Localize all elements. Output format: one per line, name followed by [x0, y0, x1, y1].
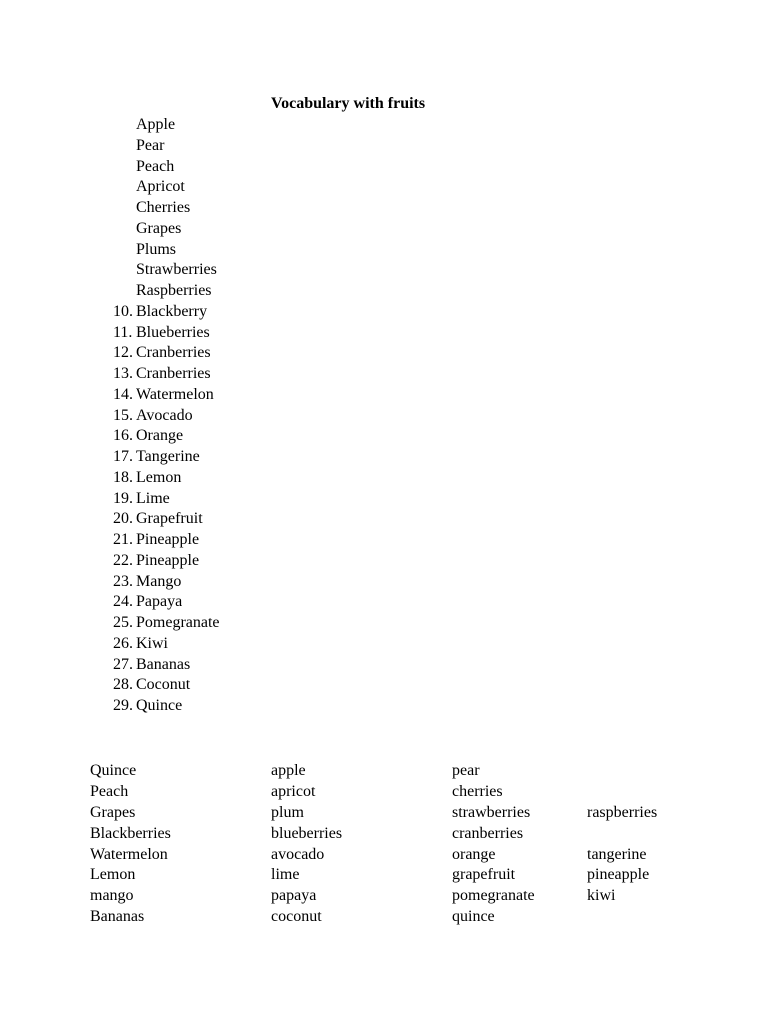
grid-word: Lemon [90, 866, 136, 884]
list-item-word: Blackberry [136, 302, 208, 320]
grid-word: lime [271, 866, 300, 884]
list-item-number: 19. [113, 489, 133, 507]
list-item-number: 22. [113, 551, 133, 569]
list-item-word: Peach [136, 157, 175, 175]
grid-word: apricot [271, 782, 316, 800]
grid-word: tangerine [587, 845, 647, 863]
list-item-word: Bananas [136, 655, 191, 673]
grid-word: pomegranate [452, 887, 535, 905]
grid-word: Blackberries [90, 824, 171, 842]
list-item-word: Raspberries [136, 282, 212, 299]
list-item-word: Plums [136, 240, 177, 258]
list-item-word: Grapes [136, 219, 182, 237]
grid-word: Watermelon [90, 845, 168, 863]
list-item-number: 17. [113, 448, 133, 465]
list-item-word: Apple [136, 116, 176, 133]
list-item-word: Lime [136, 489, 170, 507]
vocabulary-word-grid [0, 761, 768, 928]
list-item-number: 26. [113, 634, 133, 652]
grid-row [0, 824, 768, 845]
list-item-number: 21. [113, 531, 133, 548]
list-item-number: 10. [113, 302, 133, 320]
list-item-word: Cranberries [136, 365, 211, 382]
list-item-word: Cherries [136, 199, 191, 216]
grid-word: raspberries [587, 803, 658, 821]
grid-row [0, 886, 768, 907]
grid-row [0, 845, 768, 866]
grid-row [0, 782, 768, 803]
list-item-number: 24. [113, 593, 133, 611]
list-item-number: 14. [113, 385, 133, 403]
list-item-number: 25. [113, 614, 133, 631]
grid-word: Peach [90, 782, 129, 800]
grid-word: apple [271, 762, 306, 779]
grid-word: plum [271, 803, 304, 821]
grid-word: pear [452, 762, 480, 779]
grid-row [0, 803, 768, 824]
list-item-word: Pear [136, 136, 165, 154]
grid-word: quince [452, 908, 495, 926]
list-item-word: Papaya [136, 593, 183, 611]
list-item-number: 27. [113, 655, 133, 673]
list-item-word: Grapefruit [136, 510, 203, 528]
list-item-word: Lemon [136, 468, 182, 486]
list-item-word: Pomegranate [136, 614, 220, 631]
list-item-number: 29. [113, 697, 133, 714]
list-item-word: Kiwi [136, 634, 168, 652]
grid-word: strawberries [452, 803, 531, 821]
grid-row [0, 907, 768, 928]
grid-word: pineapple [587, 866, 650, 884]
grid-word: cherries [452, 782, 503, 800]
list-item-word: Tangerine [136, 448, 200, 465]
list-item-number: 13. [113, 365, 133, 382]
list-item-number: 16. [113, 427, 133, 445]
grid-word: grapefruit [452, 866, 516, 884]
list-item-number: 15. [113, 406, 133, 424]
list-item-word: Avocado [136, 406, 193, 424]
grid-word: blueberries [271, 824, 343, 842]
list-item-word: Quince [136, 697, 183, 714]
list-item-word: Coconut [136, 676, 191, 694]
list-item-number: 28. [113, 676, 133, 694]
list-item-word: Cranberries [136, 344, 211, 362]
grid-word: coconut [271, 908, 322, 926]
grid-word: cranberries [452, 824, 524, 842]
grid-word: orange [452, 845, 496, 863]
grid-word: Grapes [90, 803, 136, 821]
list-item-word: Mango [136, 572, 182, 590]
grid-word: Bananas [90, 908, 145, 926]
list-item-number: 23. [113, 572, 133, 590]
page-title: Vocabulary with fruits [271, 95, 426, 112]
list-item-word: Apricot [136, 178, 185, 196]
grid-row [0, 761, 768, 782]
list-item-word: Strawberries [136, 261, 217, 279]
grid-word: papaya [271, 887, 317, 905]
list-item-number: 20. [113, 510, 133, 528]
list-item-word: Pineapple [136, 551, 200, 569]
grid-row [0, 865, 768, 886]
list-item-word: Blueberries [136, 323, 210, 341]
list-item-word: Orange [136, 427, 184, 445]
list-item-number: 12. [113, 344, 133, 362]
list-item-word: Watermelon [136, 385, 214, 403]
grid-word: kiwi [587, 887, 616, 905]
grid-word: Quince [90, 762, 137, 779]
list-item-number: 11. [113, 323, 133, 341]
grid-word: avocado [271, 845, 325, 863]
list-item-word: Pineapple [136, 531, 200, 548]
grid-word: mango [90, 887, 134, 905]
list-item-number: 18. [113, 468, 133, 486]
